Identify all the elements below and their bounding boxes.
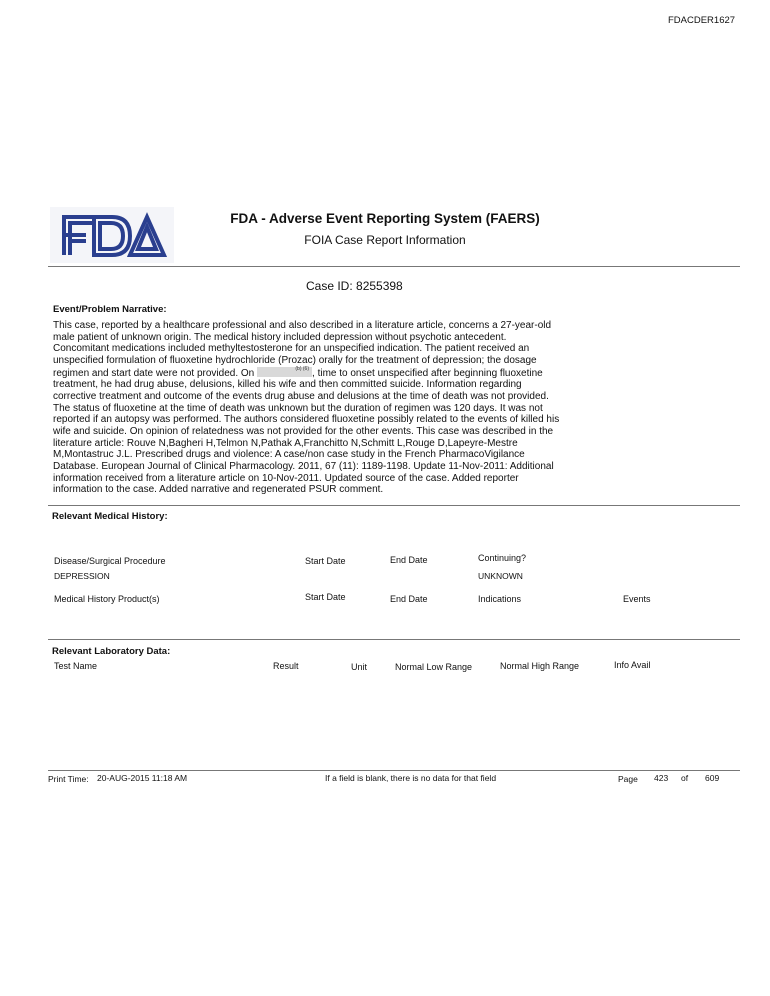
col-result-header: Result: [273, 661, 299, 671]
narrative-segment: regimen and start date were not provided. On: [53, 367, 258, 379]
narrative-line: This case, reported by a healthcare professional and also described in a literature article, concerns a 27-year-old: [53, 320, 552, 331]
document-id: FDACDER1627: [668, 15, 736, 26]
col-test-name-header: Test Name: [54, 661, 98, 671]
narrative-line: treatment, he had drug abuse, delusions, killed his wife and then committed suicide. Information regarding: [53, 379, 522, 391]
col-product-header: Medical History Product(s): [54, 594, 160, 604]
col-events-header: Events: [623, 594, 651, 604]
col-disease-header: Disease/Surgical Procedure: [54, 556, 166, 566]
col-product-end-header: End Date: [390, 594, 428, 604]
history-divider: [48, 639, 740, 640]
report-title: FDA - Adverse Event Reporting System (FAERS): [230, 211, 540, 226]
continuing-value: UNKNOWN: [478, 571, 523, 581]
narrative-label: Event/Problem Narrative:: [53, 304, 167, 315]
col-end-date-header: End Date: [390, 555, 428, 565]
narrative-line: corrective treatment and outcome of the events drug abuse and delusions at the time of death was not provided.: [53, 390, 549, 402]
header-divider: [48, 266, 740, 267]
disease-value: DEPRESSION: [54, 571, 110, 581]
col-start-date-header: Start Date: [305, 556, 346, 566]
col-continuing-header: Continuing?: [478, 553, 527, 563]
narrative-line: unspecified formulation of fluoxetine hydrochloride (Prozac) orally for the treatment of depression; the dosage: [53, 354, 537, 366]
narrative-line: male patient of unknown origin. The medical history included depression without psychotic antecedent.: [53, 331, 507, 343]
narrative-line: Database. European Journal of Clinical Pharmacology. 2011, 67 (11): 1189-1198. Update 11-Nov-2011: Additional: [53, 460, 554, 472]
narrative-line: The status of fluoxetine at the time of death was unknown but the duration of regimen was 120 days. It was not: [53, 402, 543, 414]
col-unit-header: Unit: [351, 662, 368, 672]
case-id: Case ID: 8255398: [306, 279, 403, 293]
narrative-line: information to the case. Added narrative and regenerated PSUR comment.: [53, 484, 384, 496]
print-time-label: Print Time:: [48, 774, 89, 784]
redaction-box: [257, 367, 312, 377]
narrative-line: [53, 367, 608, 380]
page-label: Page: [618, 774, 638, 784]
report-subtitle: FOIA Case Report Information: [304, 233, 466, 247]
medical-history-label: Relevant Medical History:: [52, 511, 168, 522]
lab-data-label: Relevant Laboratory Data:: [52, 646, 171, 657]
narrative-line: literature article: Rouve N,Bagheri H,Telmon N,Pathak A,Franchitto N,Schmitt L,Rouge D,Lapeyre-Mestre: [53, 437, 518, 449]
page-total: 609: [705, 773, 720, 783]
col-normal-high-header: Normal High Range: [500, 661, 580, 671]
narrative-line: wife and suicide. On opinion of relatedness was not provided for the other events. This case was described in the: [53, 425, 554, 437]
narrative-line: information received from a literature article on 10-Nov-2011. Updated source of the case. Added reporter: [53, 472, 519, 484]
col-product-start-header: Start Date: [305, 592, 346, 602]
page-of-label: of: [681, 773, 689, 783]
col-normal-low-header: Normal Low Range: [395, 662, 473, 672]
print-time-value: 20-AUG-2015 11:18 AM: [97, 773, 188, 783]
page-number: 423: [654, 773, 669, 783]
narrative-text: [53, 320, 608, 496]
narrative-line: reported if an autopsy was performed. The authors considered fluoxetine possibly related to the events of killed his: [53, 414, 560, 426]
narrative-segment: , time to onset unspecified after beginning fluoxetine: [312, 367, 543, 379]
narrative-line: M,Montastruc J.L. Prescribed drugs and violence: A case/non case study in the French PharmacoVigilance: [53, 449, 525, 461]
redaction-code: (b) (6): [295, 365, 310, 372]
footer-divider: [48, 770, 740, 771]
col-indications-header: Indications: [478, 594, 522, 604]
narrative-line: Concomitant medications included methyltestosterone for an unspecified indication. The patient received an: [53, 343, 530, 355]
blank-field-note: If a field is blank, there is no data for that field: [325, 773, 497, 783]
col-info-avail-header: Info Avail: [614, 660, 651, 670]
narrative-divider: [48, 505, 740, 506]
